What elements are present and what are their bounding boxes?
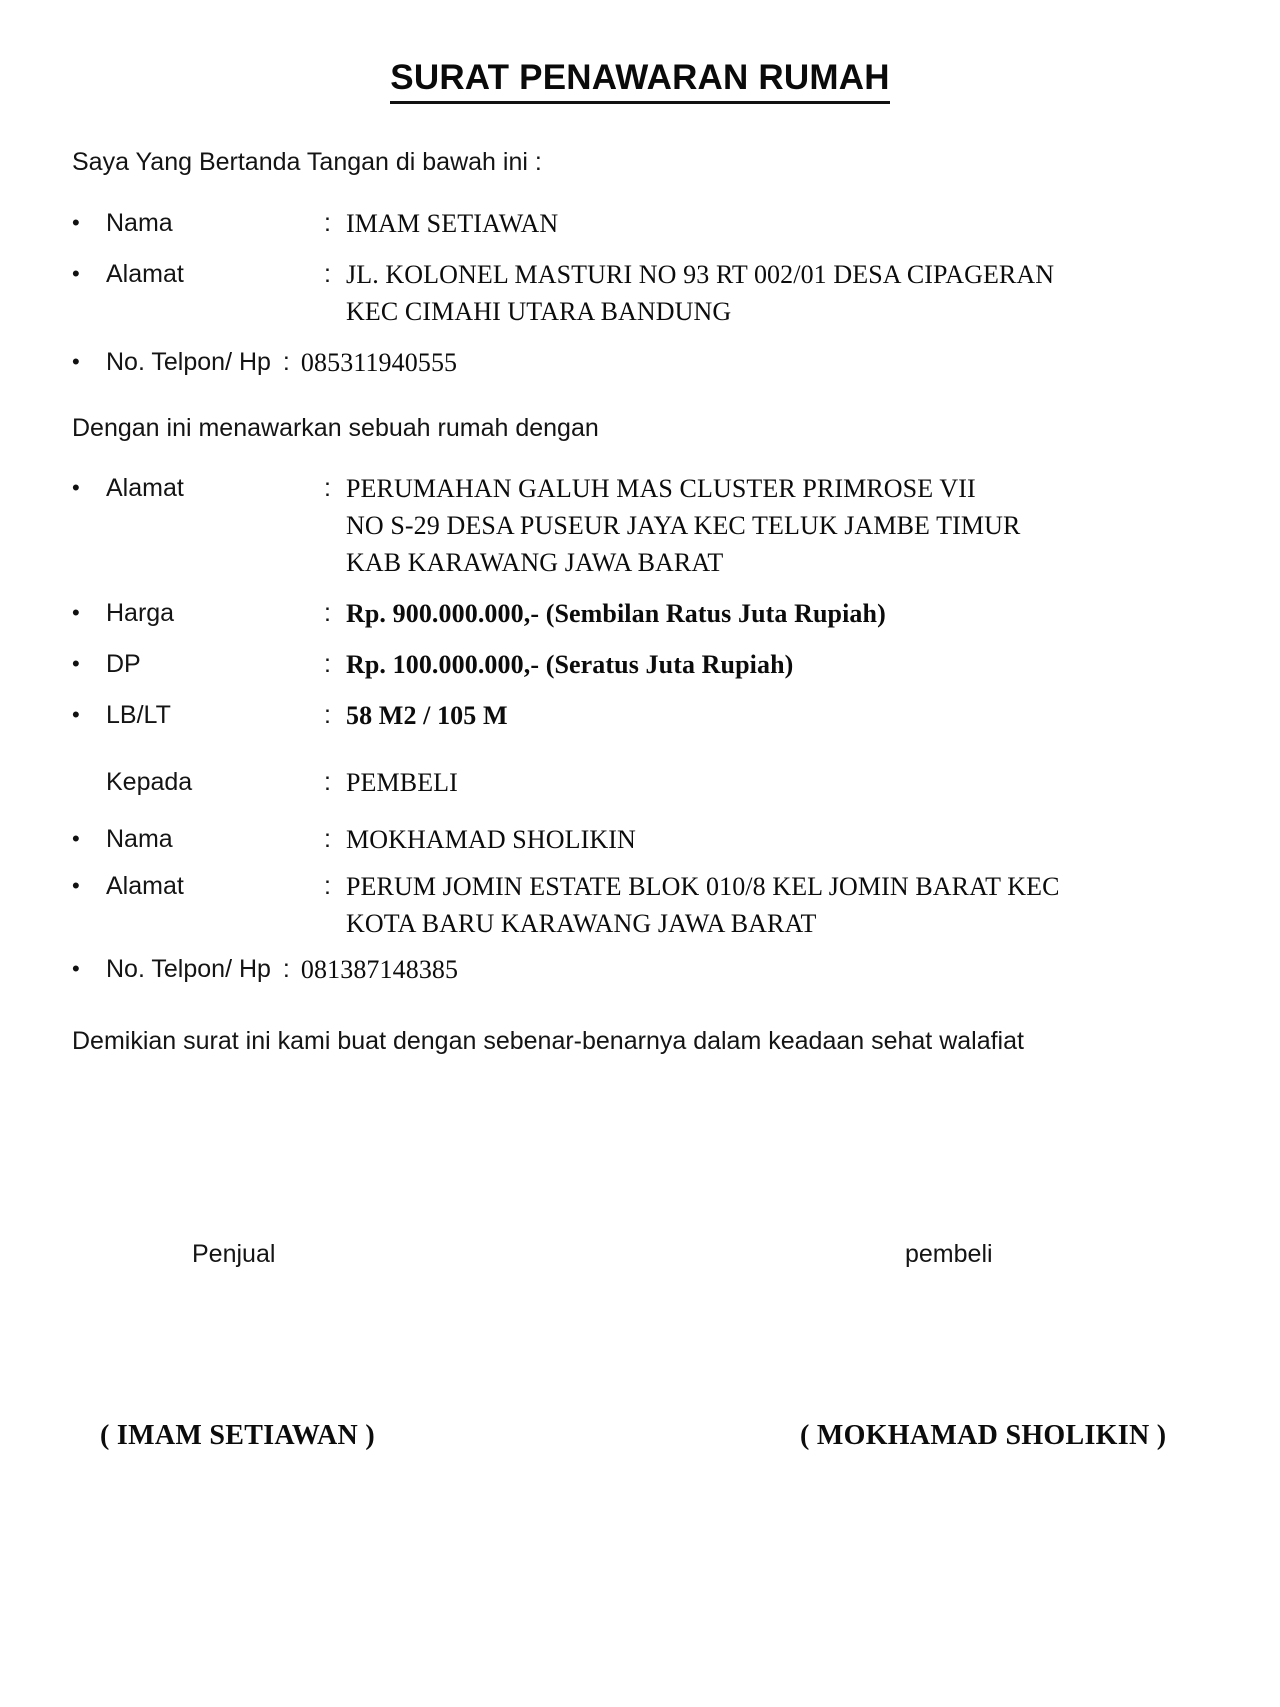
value-line: PEMBELI bbox=[346, 767, 458, 797]
value-line: KAB KARAWANG JAWA BARAT bbox=[346, 548, 724, 578]
field-label: No. Telpon/ Hp bbox=[106, 955, 271, 984]
property-details bbox=[72, 471, 1220, 734]
bullet-icon: • bbox=[72, 600, 80, 626]
field-label: LB/LT bbox=[106, 700, 171, 729]
bullet-icon: • bbox=[72, 956, 80, 982]
closing-paragraph: Demikian surat ini kami buat dengan sebenar-benarnya dalam keadaan sehat walafiat bbox=[72, 1027, 1024, 1056]
value-line: MOKHAMAD SHOLIKIN bbox=[346, 824, 636, 854]
field-label: No. Telpon/ Hp bbox=[106, 347, 271, 376]
value-line: KEC CIMAHI UTARA BANDUNG bbox=[346, 296, 732, 326]
recipient-details bbox=[72, 765, 1220, 990]
seller-details bbox=[72, 206, 1220, 382]
field-label: Alamat bbox=[106, 474, 184, 503]
field-colon: : bbox=[282, 347, 290, 376]
field-label: Harga bbox=[106, 599, 175, 628]
field-colon: : bbox=[282, 955, 290, 984]
field-colon: : bbox=[324, 259, 331, 288]
field-row-kepada bbox=[72, 765, 1220, 802]
field-colon: : bbox=[324, 700, 331, 729]
value-line: KOTA BARU KARAWANG JAWA BARAT bbox=[346, 908, 817, 938]
field-row-buyer-phone bbox=[72, 952, 1220, 989]
field-label: DP bbox=[106, 650, 141, 678]
bullet-icon: • bbox=[72, 872, 80, 898]
field-row-buyer-alamat bbox=[72, 869, 1220, 943]
value-line: NO S-29 DESA PUSEUR JAYA KEC TELUK JAMBE TIMUR bbox=[346, 511, 1021, 541]
field-row-seller-phone bbox=[72, 345, 1220, 382]
bullet-icon: • bbox=[72, 651, 80, 676]
field-label: Alamat bbox=[106, 259, 184, 288]
signature-roles bbox=[0, 1240, 1280, 1300]
bullet-icon: • bbox=[72, 825, 80, 851]
offer-intro-line: Dengan ini menawarkan sebuah rumah dengan bbox=[72, 413, 599, 442]
field-value bbox=[346, 698, 1220, 735]
field-colon: : bbox=[324, 767, 331, 796]
signature-name-seller: ( IMAM SETIAWAN ) bbox=[100, 1420, 375, 1451]
field-value bbox=[346, 206, 1220, 243]
field-row-property-harga bbox=[72, 596, 1220, 633]
value-line: JL. KOLONEL MASTURI NO 93 RT 002/01 DESA CIPAGERAN bbox=[346, 259, 1055, 289]
bullet-icon: • bbox=[72, 475, 80, 501]
field-label: Nama bbox=[106, 824, 173, 853]
field-value bbox=[346, 471, 1220, 582]
field-row-property-dp bbox=[72, 647, 1220, 684]
field-value bbox=[301, 952, 1220, 989]
value-line: Rp. 900.000.000,- (Sembilan Ratus Juta Rupiah) bbox=[346, 599, 886, 629]
value-line: Rp. 100.000.000,- (Seratus Juta Rupiah) bbox=[346, 650, 794, 679]
page-title: SURAT PENAWARAN RUMAH bbox=[390, 58, 889, 104]
field-label: Kepada bbox=[106, 767, 193, 796]
title-container bbox=[0, 0, 1280, 104]
field-colon: : bbox=[324, 650, 331, 678]
field-colon: : bbox=[324, 209, 331, 237]
field-row-seller-nama bbox=[72, 206, 1220, 243]
signature-names bbox=[0, 1420, 1280, 1470]
field-value bbox=[346, 596, 1220, 633]
field-value bbox=[301, 345, 1220, 382]
intro-line: Saya Yang Bertanda Tangan di bawah ini : bbox=[72, 148, 542, 177]
value-line: PERUMAHAN GALUH MAS CLUSTER PRIMROSE VII bbox=[346, 474, 976, 504]
field-label: Nama bbox=[106, 209, 173, 237]
field-colon: : bbox=[324, 871, 331, 900]
value-line: 58 M2 / 105 M bbox=[346, 700, 508, 730]
bullet-icon: • bbox=[72, 260, 80, 286]
value-line: 081387148385 bbox=[300, 955, 459, 985]
value-line: 085311940555 bbox=[300, 347, 458, 377]
field-label: Alamat bbox=[106, 871, 184, 900]
bullet-icon: • bbox=[72, 701, 80, 727]
field-value bbox=[346, 257, 1220, 331]
field-value bbox=[346, 822, 1220, 859]
field-colon: : bbox=[324, 474, 331, 503]
signature-role-seller: Penjual bbox=[192, 1240, 276, 1268]
signature-name-buyer: ( MOKHAMAD SHOLIKIN ) bbox=[800, 1420, 1167, 1451]
document-body bbox=[0, 146, 1280, 1059]
field-colon: : bbox=[324, 824, 331, 853]
field-row-seller-alamat bbox=[72, 257, 1220, 331]
field-row-property-lblt bbox=[72, 698, 1220, 735]
field-value bbox=[346, 869, 1220, 943]
bullet-icon: • bbox=[72, 210, 80, 235]
bullet-icon: • bbox=[72, 348, 80, 374]
signature-area bbox=[0, 1240, 1280, 1470]
field-value bbox=[346, 765, 1220, 802]
field-row-property-alamat bbox=[72, 471, 1220, 582]
field-colon: : bbox=[324, 599, 331, 628]
value-line: IMAM SETIAWAN bbox=[346, 209, 559, 238]
value-line: PERUM JOMIN ESTATE BLOK 010/8 KEL JOMIN BARAT KEC bbox=[346, 871, 1060, 901]
signature-role-buyer: pembeli bbox=[905, 1240, 993, 1268]
field-row-buyer-nama bbox=[72, 822, 1220, 859]
field-value bbox=[346, 647, 1220, 684]
